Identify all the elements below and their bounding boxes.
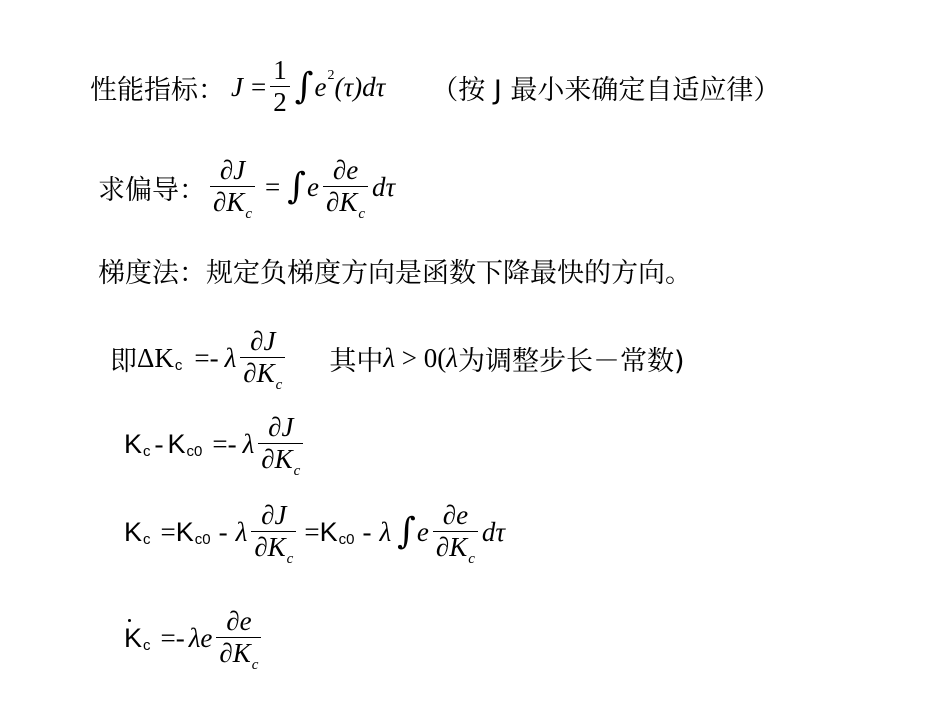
de-dKc-fraction (216, 606, 261, 673)
subscript: c (143, 530, 151, 548)
subscript: c0 (194, 530, 211, 548)
partial-K: ∂K (243, 357, 275, 388)
fraction-denominator (323, 186, 368, 222)
partial-derivative-label: 求偏导： (98, 174, 206, 206)
subscript: c (286, 550, 294, 567)
subscript: c0 (186, 442, 203, 460)
subscript: c (468, 550, 475, 567)
fraction-numerator: 1 (273, 55, 287, 86)
fraction-denominator (240, 357, 285, 393)
fraction-denominator (251, 531, 296, 567)
fraction-denominator (210, 186, 255, 222)
dJ-dKc-fraction (258, 412, 303, 479)
fraction-numerator: ∂J (219, 155, 246, 186)
gradient-method-text: 梯度法：规定负梯度方向是函数下降最快的方向。 (98, 257, 692, 289)
greater-than-zero: > 0( (395, 342, 447, 373)
d-tau: dτ (372, 171, 396, 202)
partial-K: ∂K (219, 637, 251, 668)
J-symbol: J (231, 71, 243, 102)
delta-K: ΔK (137, 342, 174, 373)
lambda-symbol: λ (446, 342, 458, 373)
partial-derivative-line (98, 148, 395, 226)
fraction-numerator: ∂J (250, 326, 276, 357)
equals-minus: =- (194, 342, 219, 373)
fraction-denominator (258, 443, 303, 479)
de-dKc-fraction (323, 155, 368, 222)
lambda-symbol: λ (242, 428, 255, 459)
tau-argument: (τ) (334, 71, 363, 102)
fraction-numerator: ∂e (332, 155, 359, 186)
fraction-numerator: ∂e (442, 500, 469, 531)
one-half-fraction (270, 56, 290, 118)
subscript: c (245, 205, 253, 222)
fraction-denominator (433, 531, 478, 567)
performance-index-line (90, 52, 780, 122)
integral-symbol: ∫ (287, 166, 307, 207)
d-tau: dτ (362, 71, 386, 102)
minus-sign: - (154, 428, 164, 459)
equals-sign: = (250, 71, 267, 102)
gradient-method-line (98, 250, 692, 290)
equals-sign: = (265, 171, 281, 202)
delta-kc-line (110, 318, 685, 398)
e-symbol: e (416, 516, 429, 547)
subscript: c (358, 205, 366, 222)
fraction-denominator (216, 637, 261, 673)
fraction-numerator: ∂e (226, 606, 252, 637)
subscript: c (275, 376, 283, 393)
lambda-symbol: λ (235, 516, 248, 547)
integral-symbol: ∫ (294, 66, 314, 107)
criterion-note: （按 J 最小来确定自适应律） (431, 74, 781, 106)
kc-difference-line (124, 404, 307, 484)
subscript: c (143, 636, 151, 654)
minus-sign: - (362, 516, 372, 547)
partial-K: ∂K (213, 186, 245, 217)
partial-K: ∂K (435, 531, 468, 562)
minus-sign: - (218, 516, 228, 547)
lambda-e: λe (188, 622, 213, 653)
K-dot-symbol: K (124, 622, 143, 653)
step-size-note: 为调整步长－常数) (457, 345, 685, 377)
partial-K: ∂K (254, 531, 286, 562)
K-symbol: K (124, 516, 143, 547)
dJ-dKc-fraction (240, 326, 285, 393)
e-symbol: e (307, 171, 320, 202)
equals-minus: =- (160, 622, 185, 653)
performance-index-label: 性能指标： (90, 74, 225, 106)
equals-sign: = (160, 516, 176, 547)
K-symbol: K (124, 428, 143, 459)
kc-update-line (124, 492, 505, 572)
lambda-symbol: λ (379, 516, 392, 547)
namely-prefix: 即 (110, 345, 137, 377)
subscript: c (251, 656, 259, 673)
K-symbol: K (175, 516, 194, 547)
fraction-denominator: 2 (273, 86, 287, 117)
dJ-dKc-fraction (210, 155, 255, 222)
subscript: c0 (338, 530, 355, 548)
fraction-numerator: ∂J (261, 500, 287, 531)
equals-minus: =- (212, 428, 237, 459)
lambda-symbol: λ (383, 342, 396, 373)
de-dKc-fraction (433, 500, 478, 567)
fraction-numerator: ∂J (268, 412, 294, 443)
integral-symbol: ∫ (397, 511, 416, 552)
subscript: c (293, 462, 301, 479)
where-prefix: 其中 (329, 345, 384, 377)
e-symbol: e (314, 71, 327, 102)
subscript: c (174, 356, 183, 374)
kc-dot-line (124, 598, 265, 678)
d-tau: dτ (481, 516, 506, 547)
lambda-symbol: λ (224, 342, 237, 373)
equals-sign: = (304, 516, 320, 547)
partial-K: ∂K (326, 186, 358, 217)
exponent: 2 (327, 68, 335, 83)
K-symbol: K (319, 516, 338, 547)
K-symbol: K (167, 428, 186, 459)
subscript: c (143, 442, 151, 460)
partial-K: ∂K (261, 443, 293, 474)
dJ-dKc-fraction (251, 500, 296, 567)
